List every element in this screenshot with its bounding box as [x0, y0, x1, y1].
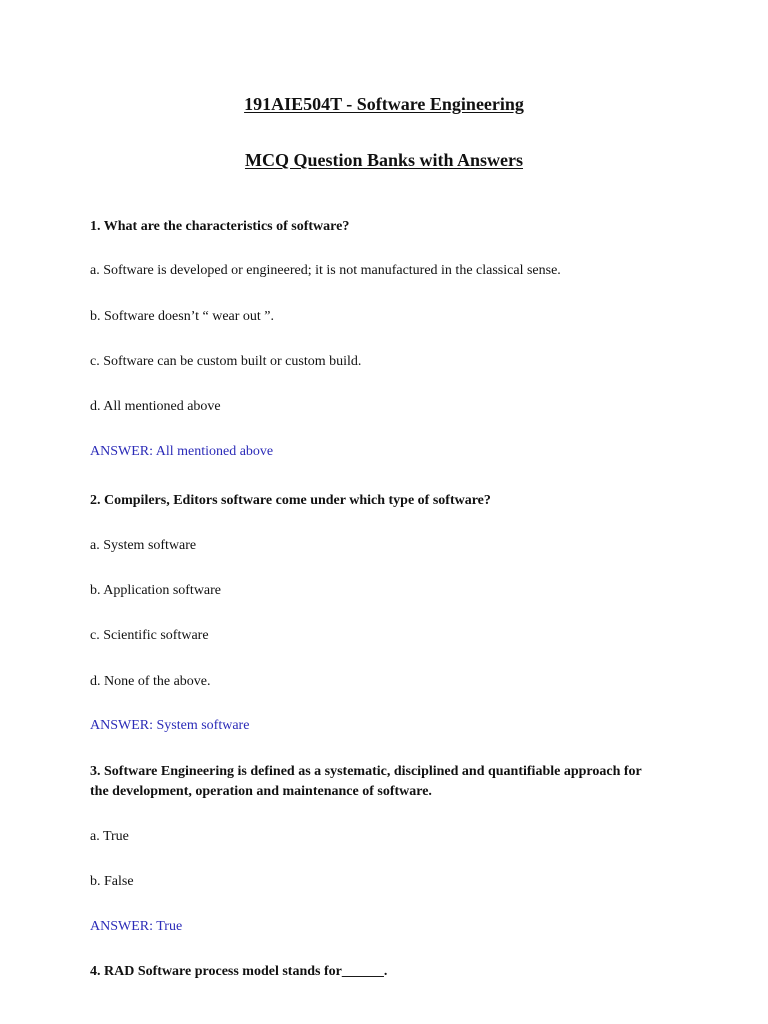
question-1-option-a: a. Software is developed or engineered; it is not manufactured in the classical sense.: [90, 263, 561, 278]
question-1-answer: ANSWER: All mentioned above: [90, 444, 274, 459]
document-subtitle: MCQ Question Banks with Answers: [244, 150, 524, 170]
question-2-option-a: a. System software: [90, 538, 197, 553]
question-2: 2. Compilers, Editors software come under which type of software?: [90, 493, 491, 508]
question-1-option-c: c. Software can be custom built or custom build.: [90, 354, 362, 369]
question-1: 1. What are the characteristics of software?: [90, 219, 350, 234]
question-2-option-c: c. Scientific software: [90, 628, 209, 643]
question-2-option-b: b. Application software: [90, 583, 222, 598]
question-3-option-a: a. True: [90, 829, 129, 844]
question-1-option-b: b. Software doesn’t “ wear out ”.: [90, 309, 275, 324]
question-3-answer: ANSWER: True: [90, 919, 183, 934]
question-2-answer: ANSWER: System software: [90, 718, 250, 733]
question-3: 3. Software Engineering is defined as a systematic, disciplined and quantifiable approach for the development, operation and maintenance of software.: [90, 764, 642, 799]
question-4: 4. RAD Software process model stands for______.: [90, 964, 388, 979]
question-3-option-b: b. False: [90, 874, 134, 889]
question-2-option-d: d. None of the above.: [90, 674, 211, 689]
question-1-option-d: d. All mentioned above: [90, 399, 221, 414]
document-title: 191AIE504T - Software Engineering: [244, 94, 524, 114]
